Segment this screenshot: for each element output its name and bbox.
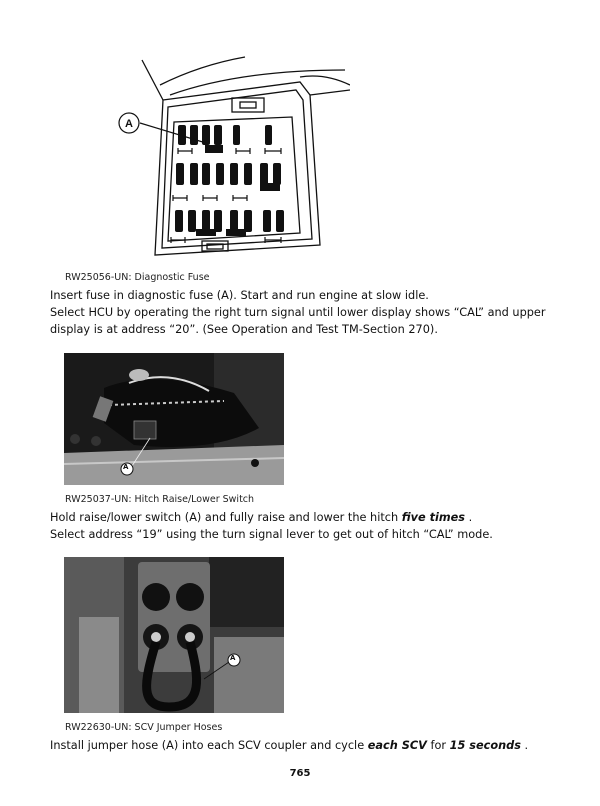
step-text-part: for bbox=[426, 739, 450, 752]
emphasis-text: each SCV bbox=[367, 739, 427, 752]
figure-caption-hitch-switch: RW25037-UN: Hitch Raise/Lower Switch bbox=[65, 494, 255, 505]
page-number: 765 bbox=[289, 768, 311, 779]
step-text: display is at address “20”. (See Operation and Test TM-Section 270). bbox=[50, 323, 438, 336]
diagnostic-fuse-drawing bbox=[110, 55, 350, 265]
callout-a-label: A bbox=[123, 463, 129, 471]
step-text bbox=[50, 509, 472, 526]
emphasis-text: 15 seconds bbox=[449, 739, 521, 752]
step-text-part: . bbox=[465, 511, 473, 524]
emphasis-text: five times bbox=[401, 511, 466, 524]
step-text bbox=[50, 737, 528, 754]
step-text-part: . bbox=[520, 739, 529, 752]
step-text: Select address “19” using the turn signal lever to get out of hitch “CAL” mode. bbox=[50, 528, 493, 541]
callout-a-label: A bbox=[230, 654, 236, 662]
step-text-part: Install jumper hose (A) into each SCV coupler and cycle bbox=[50, 739, 368, 752]
figure-caption-scv-jumper-hoses: RW22630-UN: SCV Jumper Hoses bbox=[65, 722, 223, 733]
figure-caption-diagnostic-fuse: RW25056-UN: Diagnostic Fuse bbox=[65, 272, 210, 283]
step-text: Select HCU by operating the right turn signal until lower display shows “CAL” and upper bbox=[50, 306, 546, 319]
scv-jumper-hose-photo bbox=[64, 557, 284, 713]
step-text: Insert fuse in diagnostic fuse (A). Start and run engine at slow idle. bbox=[50, 289, 429, 302]
callout-a-label: A bbox=[125, 118, 133, 130]
step-text-part: Hold raise/lower switch (A) and fully raise and lower the hitch bbox=[50, 511, 402, 524]
hitch-switch-photo bbox=[64, 353, 284, 485]
